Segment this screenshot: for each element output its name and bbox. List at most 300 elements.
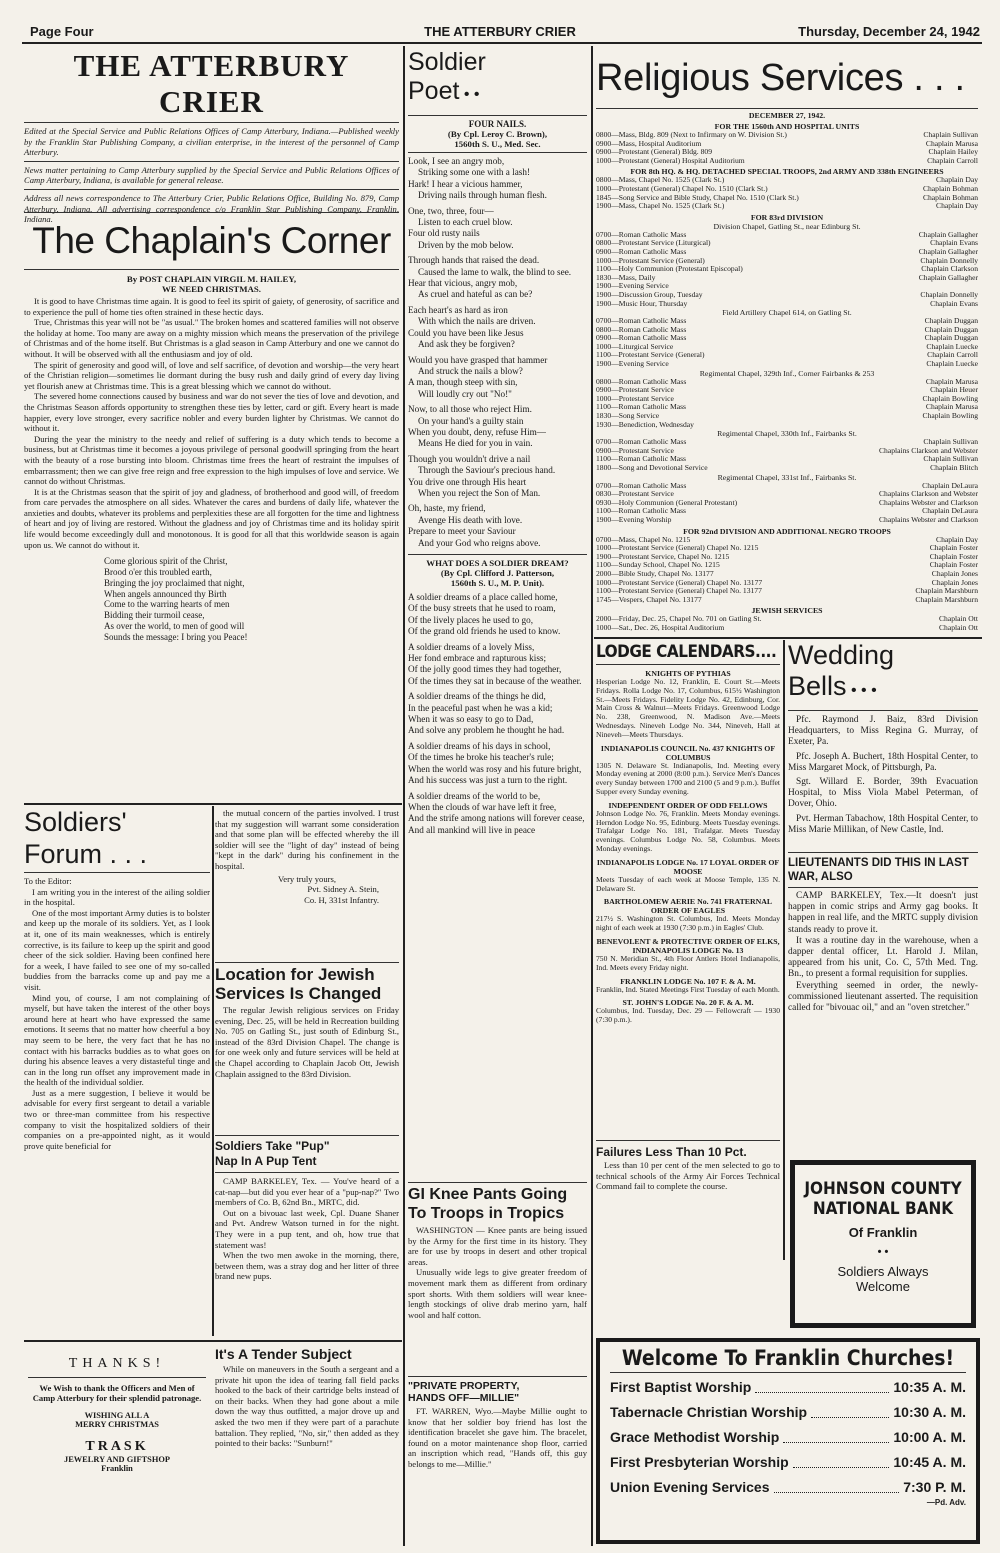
lodge-heading: ST. JOHN'S LODGE No. 20 F. & A. M. (622, 998, 754, 1008)
service-section-heading: FOR 8th HQ. & HQ. DETACHED SPECIAL TROOPS, 2nd ARMY AND 338th ENGINEERS (630, 167, 944, 177)
forum-title-line1: Soldiers' (24, 807, 127, 837)
poem-line: In the peaceful past when he was a kid; (408, 702, 553, 713)
poem-line: And his success was just a turn to the right. (408, 775, 568, 786)
forum-title: Soldiers' Forum . . . (24, 807, 148, 869)
service-time-desc: 1900—Discussion Group, Tuesday (596, 289, 703, 299)
chaplain-paragraph: The spirit of generosity and good will, of love and self sacrifice, of devotion and worship—the very heart of the Christian religion—sometimes lie dormant during the busy rush and daily grind of every day living yet flourish anew at Christmas time. This is a great blessing which we cannot do without. (24, 359, 399, 391)
service-chaplain: Chaplain Day (936, 534, 978, 544)
private-property-article (408, 1376, 587, 1546)
service-time-desc: 1900—Evening Worship (596, 514, 672, 524)
service-time-desc: 1745—Vespers, Chapel No. 13177 (596, 594, 702, 604)
poem1-byline: (By Cpl. Leroy C. Brown), (447, 129, 548, 139)
service-chaplain: Chaplain Luecke (926, 359, 978, 369)
service-section-heading: FOR 83rd DIVISION (750, 212, 824, 222)
poem-line: On your hand's a guilty stain (418, 415, 524, 426)
church-dots (811, 1400, 889, 1418)
knee-body-2: Unusually wide legs to give greater freedom of movement mark them as different from ordinary sport shorts. With them soldiers will wear knee-length stockings of olive drab merino yarn, half wool and half cotton. (408, 1267, 587, 1320)
poem-line: A soldier dreams of a place called home, (408, 592, 558, 602)
service-time-desc: 1100—Holy Communion (Protestant Episcopal) (596, 264, 743, 274)
poem-line: Four old rusty nails (408, 228, 480, 239)
verse-line: When angels announced thy Birth (104, 588, 227, 599)
verse-line: Bidding their turmoil cease, (104, 610, 205, 621)
poem-line: One, two, three, four— (408, 205, 494, 216)
service-row (596, 157, 978, 166)
service-chaplain: Chaplain Marusa (925, 138, 978, 148)
masthead (24, 48, 399, 225)
poem-line: And struck the nails a blow? (418, 365, 523, 376)
service-time-desc: 1100—Roman Catholic Mass (596, 454, 686, 464)
poem-line: Hear that vicious, angry mob, (408, 278, 518, 289)
service-chaplain: Chaplain Clarkson (921, 264, 978, 274)
religious-date: DECEMBER 27, 1942. (748, 111, 826, 120)
service-row (596, 624, 978, 633)
tender-body: While on maneuvers in the South a sergeant and a private hit upon the idea of tearing fall field packs hooked to the back of their cartridge belts instead of on their backs. When they had gone about a mile down the way thus outfitted, a major drove up and asked the two men if they were part of a parachute battalion. They replied, "No, sir," then added as they pointed to their backs: "Sunburn!" (215, 1364, 399, 1449)
private-body: FT. WARREN, Wyo.—Maybe Millie ought to know that her soldier boy friend has lost the identification bracelet she gave him. The bracelet, found on a motor maintenance shop floor, carried an inscription which read, "Hands off, this guy belongs to me—Millie." (408, 1406, 587, 1469)
poem-line: Of the times they sat in because of the weather. (408, 675, 582, 686)
service-time-desc: 0900—Mass, Hospital Auditorium (596, 138, 702, 148)
poem-line: A man, though steep with sin, (408, 377, 518, 388)
service-row (596, 421, 978, 430)
service-chaplain: Chaplain Blitch (930, 463, 978, 472)
service-chaplain: Chaplain DeLaura (922, 480, 978, 490)
service-time-desc: 1000—Protestant Service (General) Chapel No. 1215 (596, 543, 759, 553)
poem-line: A soldier dreams of his days in school, (408, 740, 551, 751)
service-row (596, 516, 978, 525)
trask-city: Franklin (101, 1464, 133, 1473)
service-time-desc: 1000—Protestant (General) Hospital Auditorium (596, 155, 745, 165)
service-time-desc: 0800—Mass, Bldg. 809 (Next to Infirmary on W. Division St.) (596, 130, 787, 139)
poet-title: Soldier Poet • • (408, 48, 486, 105)
lodge-details: Franklin, Ind. Stated Meetings First Tuesday of each Month. (596, 984, 780, 994)
masthead-title: THE ATTERBURY CRIER (73, 48, 350, 119)
chaplain-byline: By POST CHAPLAIN VIRGIL M. HAILEY, (126, 274, 297, 284)
service-chaplain: Chaplain Day (936, 175, 978, 185)
poem-line: Of the lively places he used to go, (408, 614, 534, 625)
service-chaplain: Chaplain Donnelly (920, 289, 978, 299)
verse-line: Bringing the joy proclaimed that night, (104, 577, 245, 588)
poem-line: And all mankind will live in peace (408, 824, 536, 835)
trask-christmas: MERRY CHRISTMAS (75, 1420, 159, 1429)
forum-signoff: Very truly yours, (278, 873, 336, 884)
chaplain-subhead: WE NEED CHRISTMAS. (162, 284, 261, 294)
wedding-title: Wedding Bells • • • (788, 640, 895, 701)
poem-line: Driven by the mob below. (418, 239, 514, 250)
church-dots (774, 1475, 900, 1493)
wedding-item: Pfc. Raymond J. Baiz, 83rd Division Headquarters, to Miss Regina G. Murray, of Exeter, Pa. (788, 715, 978, 748)
lodge-details: 1305 N. Delaware St. Indianapolis, Ind. Meeting every Monday evening at 2000 (8:00 p.m.). Service Men's Dances every Sunday between 1700 and 2100 (5 and 9 p.m.). Buffet Supper every Sunday evening. (596, 760, 780, 796)
service-time-desc: 0700—Roman Catholic Mass (596, 437, 687, 447)
chaplain-verse (104, 556, 399, 642)
lieutenants-body-3: Everything seemed in order, the newly-commissioned lieutenant asserted. The requisition called for "bivouac oil," and an "oven stretcher." (788, 980, 978, 1014)
service-time-desc: 1000—Protestant Service (General) Chapel No. 13177 (596, 577, 763, 587)
poem-line: And the strife among nations will forever cease, (408, 813, 585, 824)
church-name: Union Evening Services (610, 1479, 770, 1495)
verse-line: Brood o'er this troubled earth, (104, 567, 212, 578)
verse-line: Sounds the message: I bring you Peace! (104, 631, 248, 642)
service-time-desc: 0800—Protestant Service (Liturgical) (596, 238, 711, 248)
poem-line: Could you have been like Jesus (408, 327, 524, 338)
poem-line: Hark! I hear a vicious hammer, (408, 178, 523, 189)
service-chaplain: Chaplain Ott (938, 614, 978, 624)
church-row (610, 1375, 966, 1400)
poem2-byline: (By Cpl. Clifford J. Patterson, (440, 568, 555, 578)
service-time-desc: 1100—Protestant Service (General) Chapel No. 13177 (596, 586, 762, 596)
lodge-heading: INDIANAPOLIS LODGE No. 17 LOYAL ORDER OF MOOSE (596, 857, 780, 876)
service-time-desc: 1800—Song and Devotional Service (596, 463, 708, 472)
service-chaplain: Chaplain Jones (931, 577, 978, 587)
wedding-item: Pvt. Herman Tabachow, 18th Hospital Center, to Miss Marie Millikan, of New Castle, Ind. (788, 813, 978, 835)
service-time-desc: 1100—Sunday School, Chapel No. 1215 (596, 560, 720, 570)
masthead-address: Address all news correspondence to The Atterbury Crier, Public Relations Office, Building No. 879, Camp Atterbury, Indiana. All advertising correspondence c/o Franklin Star Publishing Company, Franklin, Indiana. (24, 192, 399, 225)
service-location: Regimental Chapel, 329th Inf., Corner Fairbanks & 253 (699, 368, 875, 378)
poem-line: Oh, haste, my friend, (408, 503, 486, 514)
church-time: 10:45 A. M. (893, 1454, 966, 1470)
lodge-title: LODGE CALENDARS.... (596, 642, 777, 662)
pup-body: CAMP BARKELEY, Tex. — You've heard of a cat-nap—but did you ever hear of a "pup-nap?" Two members of Co. B, 62nd Bn., MRTC, did. (215, 1176, 399, 1208)
lodge-details: Meets Tuesday of each week at Moose Temple, 135 N. Delaware St. (596, 874, 780, 893)
poem-line: Of the grand old friends he used to know. (408, 626, 561, 637)
trask-message: We Wish to thank the Officers and Men of Camp Atterbury for their splendid patronage. (32, 1383, 202, 1403)
service-chaplain: Chaplain Duggan (924, 333, 978, 343)
lodge-list (596, 669, 780, 1025)
service-time-desc: 1900—Music Hour, Thursday (596, 298, 688, 308)
service-section-heading: JEWISH SERVICES (751, 606, 823, 616)
religious-title: Religious Services . . . (596, 57, 965, 99)
lodge-heading: FRANKLIN LODGE No. 107 F. & A. M. (620, 976, 756, 986)
poem-line: You drive one through His heart (408, 476, 527, 487)
service-time-desc: 0930—Holy Communion (General Protestant) (596, 497, 738, 507)
forum-letter (24, 887, 210, 1152)
church-name: Grace Methodist Worship (610, 1429, 780, 1445)
service-chaplain: Chaplain Bohman (922, 183, 978, 193)
knee-title: GI Knee Pants Going To Troops in Tropics (408, 1186, 568, 1222)
service-chaplain: Chaplain Day (936, 201, 978, 211)
soldiers-forum (24, 806, 210, 1336)
bank-city: Of Franklin (848, 1225, 918, 1240)
jewish-title: Location for Jewish Services Is Changed (215, 965, 382, 1003)
service-chaplain: Chaplain Hailey (928, 147, 978, 157)
church-name: Tabernacle Christian Worship (610, 1404, 808, 1420)
chaplain-paragraph: During the year the ministry to the needy and relief of suffering is a duty which tends to become a business, but at Christmas time it becomes a joyous privilege of personal goodwill springing from the heart with the beauty of a rose bursting into bloom. Christmas time frees the heart of restraint the impulses of embarrassment; then we can give free reign and free expression to the high impulses of love and service. We cannot do without Christmas. (24, 433, 399, 487)
lodge-details: 750 N. Meridian St., 4th Floor Antlers Hotel Indianapolis, Ind. Meets every Friday night. (596, 953, 780, 972)
failures-title: Failures Less Than 10 Pct. (596, 1145, 747, 1159)
private-title-line1: "PRIVATE PROPERTY, (408, 1380, 520, 1392)
church-time: 10:00 A. M. (893, 1429, 966, 1445)
service-time-desc: 1000—Liturgical Service (596, 341, 674, 351)
religious-services (596, 48, 978, 636)
poem-line: A soldier dreams of the world to be, (408, 790, 541, 801)
services-list (596, 122, 978, 633)
poem-line: When the world was rosy and his future bright, (408, 763, 582, 774)
poem-line: When it was so easy to go to Dad, (408, 714, 534, 725)
service-section-heading: FOR THE 1560th AND HOSPITAL UNITS (714, 122, 860, 131)
service-row (596, 360, 978, 369)
service-chaplain: Chaplain Sullivan (923, 437, 978, 447)
service-section-heading: FOR 92nd DIVISION AND ADDITIONAL NEGRO TROOPS (683, 526, 891, 536)
poem-line: With which the nails are driven. (418, 316, 536, 327)
service-time-desc: 0900—Protestant Service (596, 445, 674, 455)
service-chaplain: Chaplain Gallagher (918, 229, 978, 239)
service-chaplain: Chaplain Carroll (927, 350, 978, 360)
issue-date: Thursday, December 24, 1942 (798, 24, 980, 39)
poem-line: Means He died for you in vain. (418, 438, 533, 449)
church-dots (755, 1375, 889, 1393)
forum-letter-continued (215, 808, 399, 948)
service-chaplain: Chaplain Marusa (925, 376, 978, 386)
poem2-title: WHAT DOES A SOLDIER DREAM? (426, 558, 569, 568)
service-row (596, 596, 978, 605)
poem-line: A soldier dreams of a lovely Miss, (408, 641, 535, 652)
poem-line: Of the times he broke his teacher's rule; (408, 752, 554, 763)
verse-line: Come to the warring hearts of men (104, 599, 230, 610)
service-time-desc: 1845—Song Service and Bible Study, Chapel No. 1510 (Clark St.) (596, 192, 799, 202)
service-time-desc: 1900—Protestant Service, Chapel No. 1215 (596, 551, 730, 561)
service-row (596, 464, 978, 473)
service-chaplain: Chaplain Evans (930, 298, 978, 308)
chaplain-paragraph: True, Christmas this year will not be "as usual." The broken homes and scattered families will not observe the holiday at home. Too many are away on a mighty mission which means the preservation of the privilege of Christmas and of the home itself. But Christmas is a glad season in Camp Atterbury and one we cannot do without. It will be observed with all the enthusiasm and joy of old. (24, 317, 399, 359)
service-time-desc: 0900—Protestant (General) Bldg. 809 (596, 147, 712, 157)
poem-line: When you reject the Son of Man. (418, 487, 541, 498)
poem-line: Through hands that raised the dead. (408, 255, 540, 266)
poem-line: And solve any problem he thought he had. (408, 725, 565, 736)
failures-body: Less than 10 per cent of the men selected to go to technical schools of the Army Air Forces Technical Command fail to complete the course. (596, 1160, 780, 1192)
poem-line: Her fond embrace and rapturous kiss; (408, 653, 547, 664)
wedding-list (788, 715, 978, 836)
lodge-details: Hesperian Lodge No. 12, Franklin, E. Court St.—Meets Fridays. Rolla Lodge No. 17, Columbus, 615½ Washington St.—Meets Fridays. Fidelity Lodge No. 42, Edinburg, Cor. Main Cross & Walnut—Meets Fridays. Greenwood Lodge No. 238, Greenwood, N. Madison Ave.—Meets Wednesdays. Nineveh Lodge No. 344, Nineveh, Hall at Nineveh—Meets Thursdays. (596, 677, 780, 739)
bank-dots: • • (877, 1246, 889, 1258)
forum-paragraph: One of the most important Army duties is to bolster and keep up the morale of its soldiers. Yet, as I look at it, one of its main weaknesses, which is entirely corrective, is its failure to keep up the spirit and good cheer of the sick soldier. Having been confined here for a week, I have failed to see one of my so-called buddies from the barracks come up and pay me a visit. (24, 907, 210, 992)
service-time-desc: 0700—Mass, Chapel No. 1215 (596, 534, 691, 544)
service-time-desc: 0800—Roman Catholic Mass (596, 324, 687, 334)
trask-ad (28, 1346, 206, 1542)
forum-signer: Pvt. Sidney A. Stein, (307, 884, 379, 895)
forum-paragraph: Mind you, of course, I am not complaining of myself, but have taken the interest of the other boys around here at heart who have expressed the same emotions. It seems that no matter how cheerful a boy may seem to be here, the very fact that he has no contact with his barracks buddies as to what goes on during his absence leaves a very distasteful tinge and can in the long run offset any improvement made in the health of the individual soldier. (24, 992, 210, 1088)
service-location: Regimental Chapel, 330th Inf., Fairbanks St. (717, 429, 857, 439)
service-time-desc: 1900—Mass, Chapel No. 1525 (Clark St.) (596, 201, 725, 211)
service-chaplain: Chaplain Foster (929, 560, 978, 570)
service-chaplain: Chaplain Donnelly (920, 255, 978, 265)
churches-ad (596, 1338, 980, 1544)
service-chaplain: Chaplain Sullivan (923, 454, 978, 464)
lieutenants-title: LIEUTENANTS DID THIS IN LAST WAR, ALSO (788, 857, 969, 883)
lodge-heading: INDIANAPOLIS COUNCIL No. 437 KNIGHTS OF COLUMBUS (600, 743, 776, 762)
service-time-desc: 1000—Protestant Service (596, 393, 674, 403)
poem-line: Now, to all those who reject Him. (408, 404, 532, 415)
lodge-details: 217½ S. Washington St. Columbus, Ind. Meets Monday night of each week at 1930 (7:30 p.m.) in Eagles' Club. (596, 914, 780, 933)
poem-line: Of the busy streets that he used to roam, (408, 603, 556, 614)
wedding-title-line2: Bells (788, 671, 847, 701)
poem-line: Prepare to meet your Saviour (408, 526, 516, 537)
lieutenants-article (788, 852, 978, 1052)
chaplain-paragraph: It is at the Christmas season that the spirit of joy and gladness, of brotherhood and good will, of freedom from care pervades the atmosphere on all sides. Whatever the cares and burdens of daily life, whatever the anxieties and doubts, whatever its problems and perplexities these are all forgotten for the time and lightness of heart and joy of living are restored. Without the gladness and joy of Christmas time and its holiday spirit life would become exceedingly dull and monotonous. It is good for all that this worldwide season is again upon us. We cannot do without it. (24, 486, 399, 550)
poem-line: When you doubt, deny, refuse Him— (408, 426, 546, 437)
service-chaplain: Chaplain Foster (929, 551, 978, 561)
bank-ad (790, 1160, 976, 1328)
wedding-bells (788, 640, 978, 845)
pup-tent-article (215, 1135, 399, 1335)
forum-signer-unit: Co. H, 331st Infantry. (304, 894, 379, 905)
service-chaplain: Chaplain Sullivan (923, 130, 978, 139)
service-chaplain: Chaplain Marusa (925, 402, 978, 412)
forum-paragraph: I am writing you in the interest of the ailing soldier in the hospital. (24, 886, 210, 908)
churches-footer: —Pd. Adv. (926, 1498, 966, 1507)
service-chaplain: Chaplain Duggan (924, 324, 978, 334)
trask-name: TRASK (85, 1439, 149, 1454)
forum-salutation: To the Editor: (24, 876, 72, 886)
service-chaplain: Chaplain Marshburn (915, 594, 978, 604)
lodge-heading: INDEPENDENT ORDER OF ODD FELLOWS (608, 800, 768, 810)
service-time-desc: 1100—Roman Catholic Mass (596, 506, 686, 516)
church-row (610, 1450, 966, 1475)
chaplain-paragraph: It is good to have Christmas time again. It is good to feel its spirit of gaiety, of generosity, of sacrifice and to experience the pull of home ties often strained in these hectic days. (24, 296, 399, 317)
service-row (596, 202, 978, 211)
lodge-heading: BARTHOLOMEW AERIE No. 741 FRATERNAL ORDER OF EAGLES (603, 897, 773, 916)
chaplain-corner (24, 212, 399, 802)
service-time-desc: 0900—Protestant Service (596, 385, 674, 395)
church-row (610, 1425, 966, 1450)
poem-line: Through the Saviour's precious hand. (418, 465, 556, 476)
masthead-info: Edited at the Special Service and Public Relations Offices of Camp Atterbury, Indiana.—Published weekly by the Franklin Star Publishing Company, a civilian enterprise, in the interest of the personnel of Camp Atterbury. (24, 126, 399, 158)
poet-title-line2: Poet (408, 77, 460, 105)
service-time-desc: 1000—Protestant Service (General) (596, 255, 705, 265)
service-time-desc: 1100—Roman Catholic Mass (596, 402, 686, 412)
chaplain-body (24, 296, 399, 550)
service-chaplain (974, 421, 978, 430)
forum-letter-text: the mutual concern of the parties involved. I trust that my suggestion will warrant some consideration and that some plan will be effected whereby the ill soldier will see the "light of day" instead of being "kept in the dark" during his confinement in the hospital. (215, 808, 399, 871)
jewish-services-article (215, 962, 399, 1130)
service-chaplain: Chaplain Foster (929, 543, 978, 553)
poem-line: And your God who reigns above. (418, 537, 541, 548)
pup-title-line2: Nap In A Pup Tent (215, 1154, 317, 1168)
church-dots (783, 1425, 889, 1443)
masthead-news: News matter pertaining to Camp Atterbury supplied by the Special Service and Public Relations Offices of Camp Atterbury, Indiana, is available for general release. (24, 164, 399, 186)
service-chaplain: Chaplain Heuer (930, 385, 978, 395)
poem-line: Striking some one with a lash! (418, 167, 531, 178)
bank-name-1: JOHNSON COUNTY (804, 1179, 962, 1199)
service-chaplain: Chaplains Webster and Clarkson (878, 497, 978, 507)
service-time-desc: 1100—Protestant Service (General) (596, 350, 705, 360)
church-name: First Presbyterian Worship (610, 1454, 789, 1470)
jewish-body: The regular Jewish religious services on Friday evening, Dec. 25, will be held in Recreation building No. 705 on Gatling St., just south of Edinburg St., instead of the 83rd Division Chapel. The change is for one week only and future services will be held at the Chapel according to Chaplain Jacob Ott, Jewish Chaplain assigned to the 83rd Division. (215, 1005, 399, 1079)
poem-line: Look, I see an angry mob, (408, 156, 505, 166)
service-time-desc: 0900—Roman Catholic Mass (596, 333, 687, 343)
service-time-desc: 1000—Sat., Dec. 26, Hospital Auditorium (596, 622, 725, 632)
poem-line: Would you have grasped that hammer (408, 354, 548, 365)
service-time-desc: 0800—Roman Catholic Mass (596, 376, 687, 386)
trask-thanks: THANKS! (68, 1356, 166, 1371)
service-time-desc: 2000—Bible Study, Chapel No. 13177 (596, 568, 714, 578)
poem-four-nails (408, 156, 587, 549)
poem-line: Listen to each cruel blow. (418, 217, 513, 228)
church-time: 7:30 P. M. (903, 1479, 966, 1495)
forum-title-line2: Forum (24, 839, 103, 869)
service-location: Regimental Chapel, 331st Inf., Fairbanks St. (717, 472, 857, 482)
private-title-line2: HANDS OFF—MILLIE" (408, 1392, 520, 1404)
service-time-desc: 0900—Roman Catholic Mass (596, 246, 687, 256)
service-time-desc: 2000—Friday, Dec. 25, Chapel No. 701 on Gatling St. (596, 614, 762, 624)
service-time-desc: 0800—Mass, Chapel No. 1525 (Clark St.) (596, 175, 725, 185)
poem2-unit: 1560th S. U., M. P. Unit). (450, 578, 545, 588)
wedding-item: Pfc. Joseph A. Buchert, 18th Hospital Center, to Miss Margaret Mock, of Pittsburgh, Pa. (788, 751, 978, 773)
service-chaplain: Chaplains Webster and Clarkson (878, 514, 978, 524)
page-number: Page Four (30, 24, 94, 39)
bank-slogan-1: Soldiers Always (837, 1264, 929, 1279)
lodge-calendars (596, 640, 780, 1150)
lodge-heading: BENEVOLENT & PROTECTIVE ORDER OF ELKS, INDIANAPOLIS LODGE No. 13 (596, 936, 780, 955)
poem-line: A soldier dreams of the things he did, (408, 691, 546, 702)
service-time-desc: 1830—Mass, Daily (596, 272, 656, 282)
service-chaplain: Chaplain Marshburn (915, 586, 978, 596)
service-chaplain: Chaplain Ott (938, 622, 978, 632)
verse-line: As over the world, to men of good will (104, 621, 245, 632)
service-time-desc: 0700—Roman Catholic Mass (596, 316, 687, 326)
wedding-item: Sgt. Willard E. Border, 39th Evacuation Hospital, to Miss Viola Mabel Peterman, of Dover, Ohio. (788, 777, 978, 810)
chaplain-paragraph: The severed home connections caused by business and war do not sever the ties of love and devotion, and the Christmas Season affords opportunity to strengthen these ties by letter, card or gift. Every heart is made happier, every love stronger, every sacrifice nobler and every burden lighter by Christmas. We cannot do without it. (24, 391, 399, 434)
church-dots (793, 1450, 890, 1468)
poem-line: Though you wouldn't drive a nail (408, 453, 531, 464)
service-time-desc: 1930—Benediction, Wednesday (596, 419, 694, 429)
poem-line: And ask they be forgiven? (418, 339, 515, 350)
poem-line: Caused the lame to walk, the blind to see. (418, 266, 572, 277)
service-chaplain: Chaplain Bowling (922, 393, 978, 403)
service-chaplain: Chaplain Bohman (922, 192, 978, 202)
service-chaplain: Chaplain Evans (930, 238, 978, 248)
service-time-desc: 0700—Roman Catholic Mass (596, 229, 687, 239)
pup-body-3: When the two men awoke in the morning, there, between them, was a stray dog and her litter of three brand new pups. (215, 1250, 399, 1282)
service-chaplain: Chaplain Jones (931, 568, 978, 578)
service-chaplain: Chaplains Clarkson and Webster (878, 445, 978, 455)
service-time-desc: 1900—Evening Service (596, 281, 669, 291)
failures-article (596, 1140, 780, 1250)
church-row (610, 1400, 966, 1425)
church-row (610, 1475, 966, 1500)
lodge-details: Columbus, Ind. Tuesday, Dec. 29 — Fellowcraft — 1930 (7:30 p.m.). (596, 1006, 780, 1025)
poet-title-line1: Soldier (408, 48, 486, 76)
lieutenants-body: CAMP BARKELEY, Tex.—It doesn't just happen in comic strips and Army gag books. It happen in real life, and the MRTC supply division stands ready to prove it. (788, 891, 978, 935)
service-chaplain: Chaplain Gallagher (918, 246, 978, 256)
bank-slogan-2: Welcome (856, 1279, 910, 1294)
poem-line: When the clouds of war have left it free, (408, 801, 557, 812)
church-time: 10:30 A. M. (893, 1404, 966, 1420)
service-chaplain: Chaplain Gallagher (918, 272, 978, 282)
soldier-poet (408, 48, 587, 1098)
church-list (610, 1375, 966, 1500)
poem1-title: FOUR NAILS. (468, 119, 527, 129)
poem-line: Will loudly cry out "No!" (418, 388, 512, 399)
church-time: 10:35 A. M. (893, 1379, 966, 1395)
poem-line: As cruel and hateful as can be? (418, 289, 533, 300)
service-time-desc: 0830—Protestant Service (596, 489, 674, 499)
poem-line: Each heart's as hard as iron (408, 304, 508, 315)
lodge-heading: KNIGHTS OF PYTHIAS (645, 669, 731, 678)
poem-line: Of the jolly good times they had together, (408, 664, 562, 675)
service-time-desc: 1830—Song Service (596, 411, 660, 421)
tender-subject-article (215, 1346, 399, 1546)
service-chaplain: Chaplain Duggan (924, 316, 978, 326)
verse-line: Come glorious spirit of the Christ, (104, 556, 228, 567)
trask-sub: JEWELRY AND GIFTSHOP (64, 1455, 170, 1464)
service-chaplain: Chaplain Bowling (922, 411, 978, 421)
wedding-title-line1: Wedding (788, 640, 895, 670)
chaplain-title: The Chaplain's Corner (32, 220, 391, 261)
service-time-desc: 0700—Roman Catholic Mass (596, 480, 687, 490)
running-title: THE ATTERBURY CRIER (424, 24, 576, 39)
trask-wishing: WISHING ALL A (84, 1411, 150, 1420)
service-time-desc: 1900—Evening Service (596, 359, 669, 369)
bank-name-2: NATIONAL BANK (812, 1199, 954, 1219)
churches-title: Welcome To Franklin Churches! (621, 1346, 955, 1370)
service-chaplain: Chaplain Carroll (927, 155, 978, 165)
